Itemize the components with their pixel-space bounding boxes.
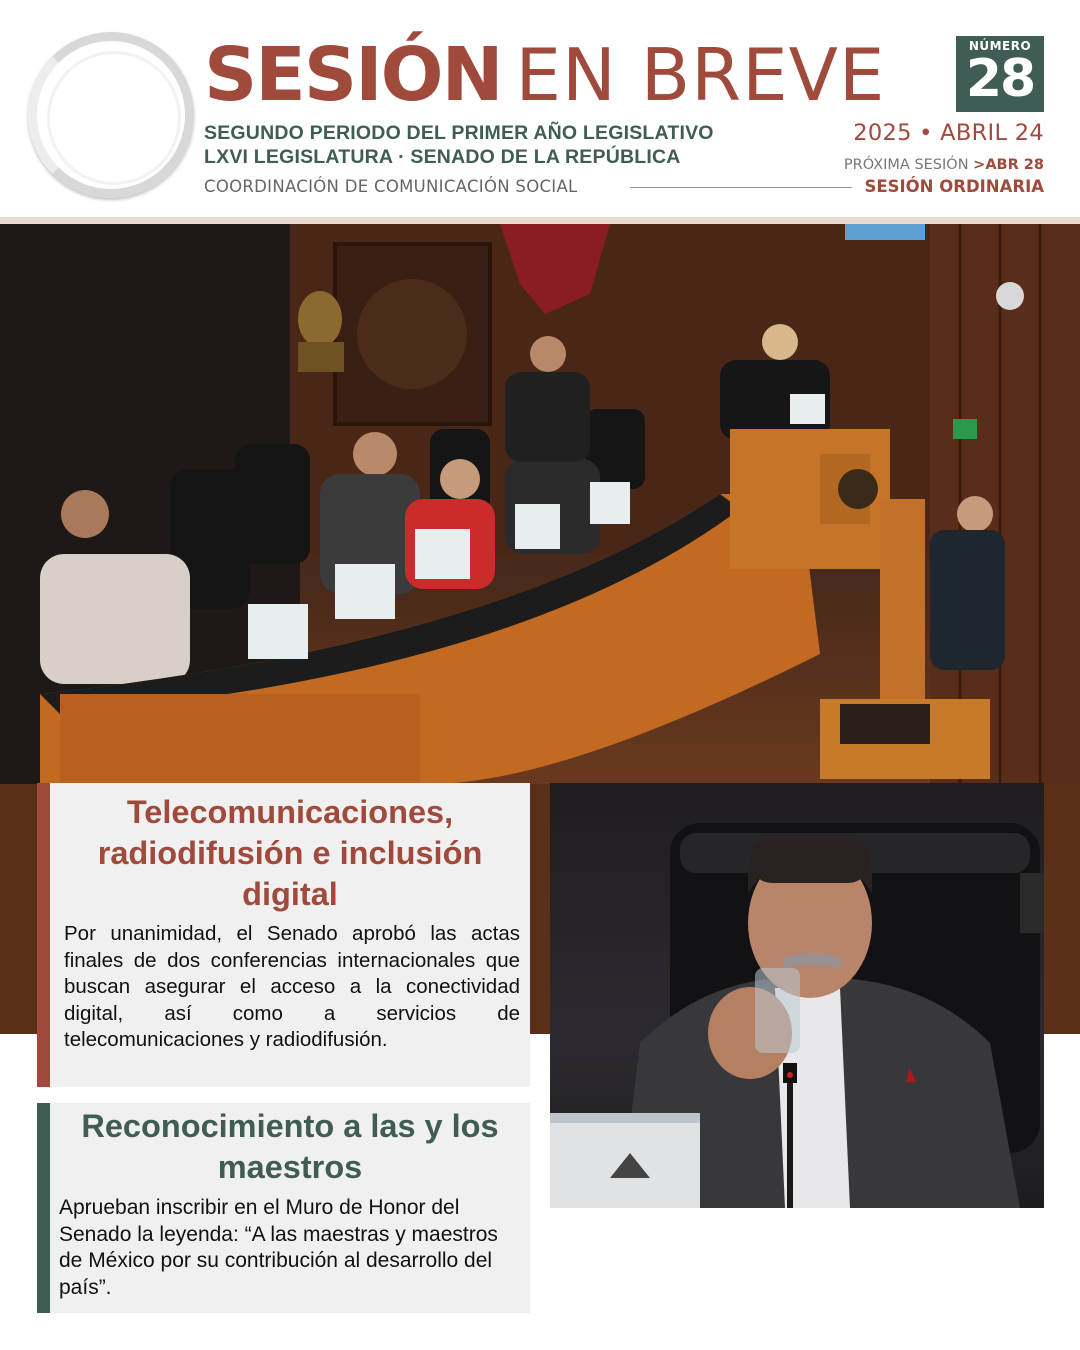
article-card-telecom [37,783,530,1087]
title-bold: SESIÓN [204,32,502,118]
article-body: Por unanimidad, el Senado aprobó las actas finales de dos conferencias internacionales que buscan asegurar el acceso a la conectividad digital, así como a servicios de telecomunicaciones y radiodifusión. [64,922,520,1051]
coordination-label: COORDINACIÓN DE COMUNICACIÓN SOCIAL [204,177,578,196]
article-title: Reconocimiento a las y los maestros [81,1108,499,1185]
header-rule [630,187,852,188]
article-card-teachers [37,1103,530,1313]
next-session-label: PRÓXIMA SESIÓN [843,157,974,173]
senator-speaking-photo [550,783,1044,1208]
bulletin-title [204,30,885,120]
issue-number: 28 [965,49,1035,109]
subtitle-legislature: LXVI LEGISLATURA · SENADO DE LA REPÚBLICA [204,146,681,168]
senator-illustration [550,783,1044,1208]
session-type: SESIÓN ORDINARIA [864,177,1044,196]
senate-logo-ring [28,32,194,198]
session-date: 2025 • ABRIL 24 [853,120,1044,146]
issue-number-badge [956,36,1044,112]
header-divider [0,217,1080,224]
title-light: EN BREVE [515,33,886,117]
issue-number-label: NÚMERO [968,39,1032,53]
next-session [844,157,1044,173]
subtitle-period: SEGUNDO PERIODO DEL PRIMER AÑO LEGISLATIVO [204,122,714,144]
next-session-date: >ABR 28 [973,157,1044,173]
article-title: Telecomunicaciones, radiodifusión e inclusión digital [97,794,483,912]
article-body: Aprueban inscribir en el Muro de Honor del Senado la leyenda: “A las maestras y maestros de México por su contribución al desarrollo del país”. [59,1196,498,1299]
header [0,0,1080,218]
